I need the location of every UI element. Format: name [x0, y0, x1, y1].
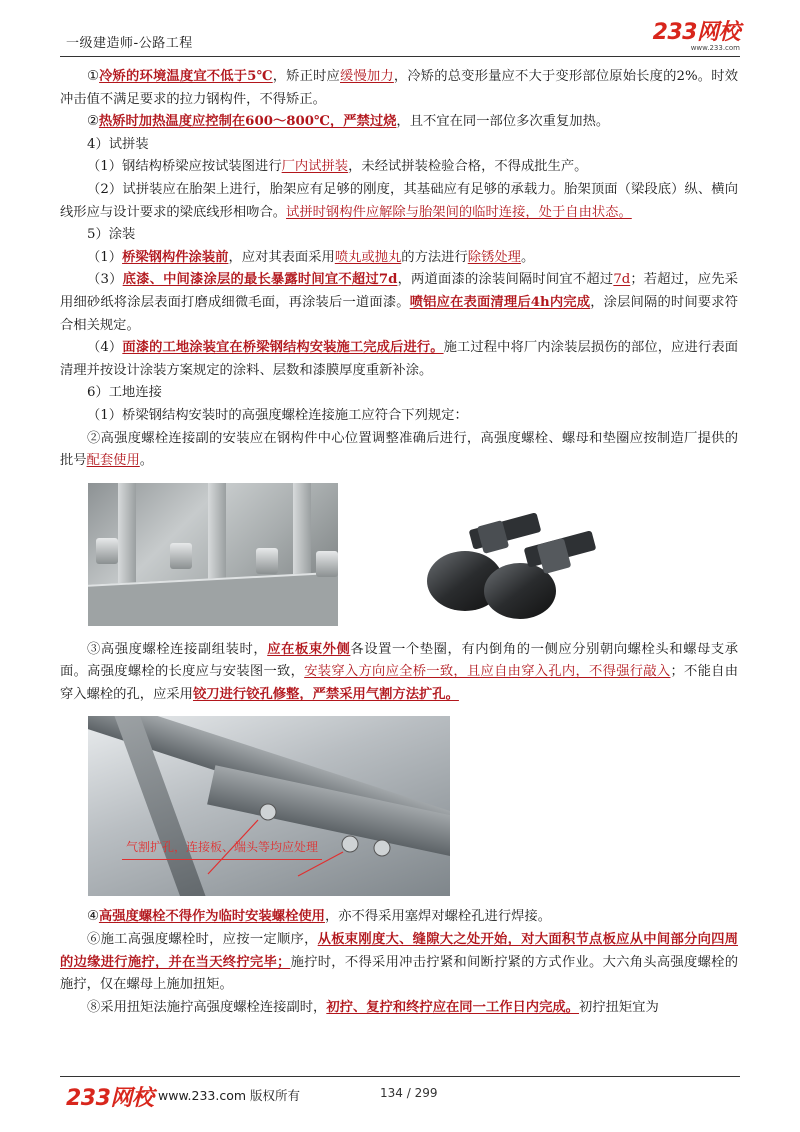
- page-content: [60, 66, 738, 1019]
- paragraph-torque-method: ⑧采用扭矩法施拧高强度螺栓连接副时，初拧、复拧和终拧应在同一工作日内完成。初拧扭矩宜为: [87, 999, 659, 1015]
- document-title: 一级建造师-公路工程: [66, 36, 193, 51]
- reaming-photo-row: [60, 716, 738, 900]
- bolted-connection-photo: [88, 483, 338, 626]
- paragraph-coating-3: （3）底漆、中间漆涂层的最长暴露时间宜不超过7d，两道面漆的涂装间隔时间宜不超过7d；若超过，应先采用细砂纸将涂层表面打磨成细微毛面，再涂装后一道面漆。喷铝应在表面清理后4h内完成，涂层间隔的时间要求符合相关规定。: [60, 272, 739, 333]
- section-heading-site-connection: 6）工地连接: [87, 385, 162, 401]
- bolt-product-photo: [420, 501, 610, 621]
- photo-annotation: 气割扩孔，连接板、端头等均应处理: [122, 836, 322, 860]
- paragraph-coating-4: （4）面漆的工地涂装宜在桥梁钢结构安装施工完成后进行。施工过程中将厂内涂装层损伤的部位，应进行表面清理并按设计涂装方案规定的涂料、层数和漆膜厚度重新补涂。: [60, 340, 738, 378]
- section-heading-trial-assembly: 4）试拼装: [87, 136, 149, 152]
- page-header: [60, 22, 740, 57]
- page-number: 134 / 299: [380, 1086, 438, 1100]
- paragraph-trial-assembly-1: （1）钢结构桥梁应按试装图进行厂内试拼装，未经试拼装检验合格，不得成批生产。: [87, 159, 588, 175]
- section-heading-coating: 5）涂装: [87, 227, 136, 243]
- paragraph-no-temporary-bolts: ④高强度螺栓不得作为临时安装螺栓使用，亦不得采用塞焊对螺栓孔进行焊接。: [87, 909, 552, 925]
- paragraph-bolt-installation: ②高强度螺栓连接副的安装应在钢构件中心位置调整准确后进行，高强度螺栓、螺母和垫圈应按制造厂提供的批号配套使用。: [60, 430, 738, 469]
- paragraph-cold-straightening: ①冷矫的环境温度宜不低于5℃，矫正时应缓慢加力，冷矫的总变形量应不大于变形部位原始长度的2%。时效冲击值不满足要求的拉力钢构件，不得矫正。: [60, 69, 739, 107]
- paragraph-tightening-sequence: ⑥施工高强度螺栓时，应按一定顺序，从板束刚度大、缝隙大之处开始，对大面积节点板应从中间部分向四周的边缘进行施拧，并在当天终拧完毕；施拧时，不得采用冲击拧紧和间断拧紧的方式作业。大六角头高强度螺栓的施拧，仅在螺母上施加扭矩。: [60, 932, 739, 993]
- paragraph-hot-straightening: ②热矫时加热温度应控制在600～800℃，严禁过烧，且不宜在同一部位多次重复加热。: [87, 114, 610, 130]
- paragraph-bolt-assembly: ③高强度螺栓连接副组装时，应在板束外侧各设置一个垫圈，有内倒角的一侧应分别朝向螺栓头和螺母支承面。高强度螺栓的长度应与安装图一致，安装穿入方向应全桥一致，且应自由穿入孔内，不得强行敲入；不能自由穿入螺栓的孔，应采用铰刀进行铰孔修整，严禁采用气割方法扩孔。: [60, 641, 739, 702]
- brand-logo: [653, 22, 740, 52]
- paragraph-coating-1: （1）桥梁钢构件涂装前，应对其表面采用喷丸或抛丸的方法进行除锈处理。: [87, 249, 535, 265]
- footer-logo: 233网校: [66, 1086, 154, 1111]
- brand-logo-text: 233网校: [652, 20, 740, 45]
- steel-truss-photo: [88, 716, 450, 896]
- footer-copyright: www.233.com 版权所有: [158, 1088, 300, 1103]
- brand-logo-url: www.233.com: [690, 44, 740, 52]
- paragraph-trial-assembly-2: （2）试拼装应在胎架上进行，胎架应有足够的刚度，其基础应有足够的承载力。胎架顶面（梁段底）纵、横向线形应与设计要求的梁底线形相吻合。试拼时钢构件应解除与胎架间的临时连接，处于自由状态。: [60, 181, 738, 220]
- page-footer: [60, 1076, 740, 1111]
- paragraph-bolt-rules: （1）桥梁钢结构安装时的高强度螺栓连接施工应符合下列规定：: [87, 407, 468, 423]
- bolt-photo-row: [60, 481, 738, 631]
